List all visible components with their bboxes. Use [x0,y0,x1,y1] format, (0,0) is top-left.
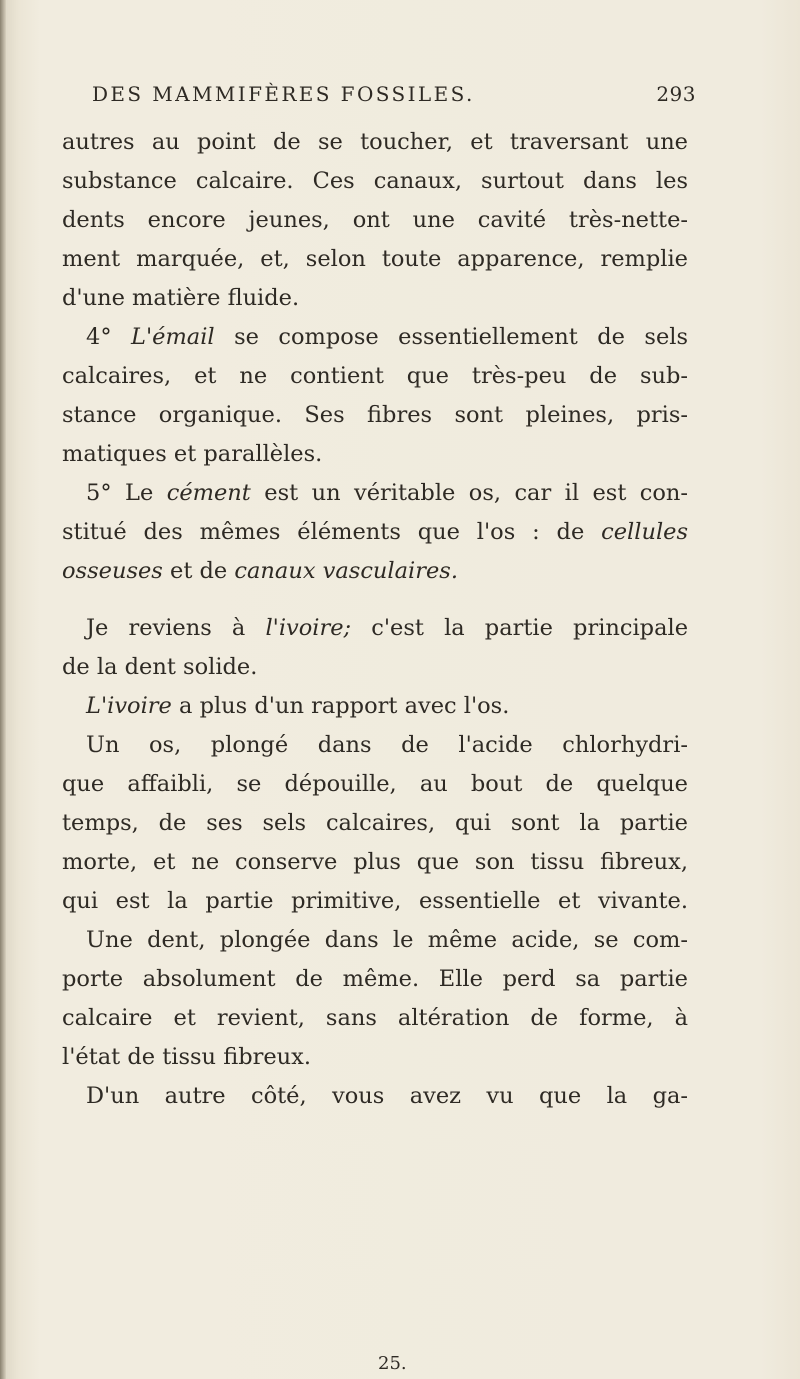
signature-mark: 25. [378,1353,407,1374]
text-line: d'une matière fluide. [62,285,300,311]
text-fragment: a plus d'un rapport avec l'os. [179,693,510,719]
text-line-point-4 [62,318,688,357]
text-line: que affaibli, se dépouille, au bout de quelque [62,771,688,797]
term-ivoire: l'ivoire; [265,615,352,641]
term-cement: cément [166,480,251,506]
term-osseuses: osseuses [62,558,163,584]
text-line: ment marquée, et, selon toute apparence, remplie [62,246,688,272]
text-line: calcaire et revient, sans altération de forme, à [62,1005,688,1031]
point-number: 4° [86,324,112,350]
text-line: porte absolument de même. Elle perd sa partie [62,966,688,992]
text-line [62,513,688,552]
text-fragment: Je reviens à [86,615,246,641]
text-line: matiques et parallèles. [62,441,323,467]
text-line [62,687,688,726]
text-fragment: stitué des mêmes éléments que l'os : de [62,519,585,545]
section-gap [62,591,688,599]
text-line: qui est la partie primitive, essentielle et vivante. [62,888,688,914]
text-line: de la dent solide. [62,654,258,680]
text-line: dents encore jeunes, ont une cavité très-nette- [62,207,688,233]
text-fragment: est un véritable os, car il est con- [264,480,688,506]
term-ivoire-cap: L'ivoire [86,693,172,719]
page-number: 293 [656,82,696,106]
text-line: Une dent, plongée dans le même acide, se com- [86,927,688,953]
text-line [62,609,688,648]
text-line: D'un autre côté, vous avez vu que la ga- [86,1083,688,1109]
text-line: morte, et ne conserve plus que son tissu fibreux, [62,849,688,875]
text-fragment: et de [170,558,228,584]
term-cellules: cellules [601,519,688,545]
text-fragment: Le [125,480,154,506]
text-line: l'état de tissu fibreux. [62,1044,312,1070]
text-line-point-5 [62,474,688,513]
page-gutter-shadow [0,0,6,1379]
text-line [62,552,688,591]
term-canaux-vasculaires: canaux vasculaires. [234,558,458,584]
running-header [92,82,696,112]
term-email: L'émail [131,324,215,350]
text-line: Un os, plongé dans de l'acide chlorhydri- [86,732,688,758]
text-line: temps, de ses sels calcaires, qui sont la partie [62,810,688,836]
text-line: autres au point de se toucher, et traversant une [62,129,688,155]
text-line: calcaires, et ne contient que très-peu de sub- [62,363,688,389]
point-number: 5° [86,480,112,506]
text-fragment: c'est la partie principale [371,615,688,641]
text-fragment: se compose essentiellement de sels [234,324,688,350]
text-line: substance calcaire. Ces canaux, surtout dans les [62,168,688,194]
running-title: DES MAMMIFÈRES FOSSILES. [92,82,475,106]
body-text [62,123,688,1116]
text-line: stance organique. Ses fibres sont pleines, pris- [62,402,688,428]
